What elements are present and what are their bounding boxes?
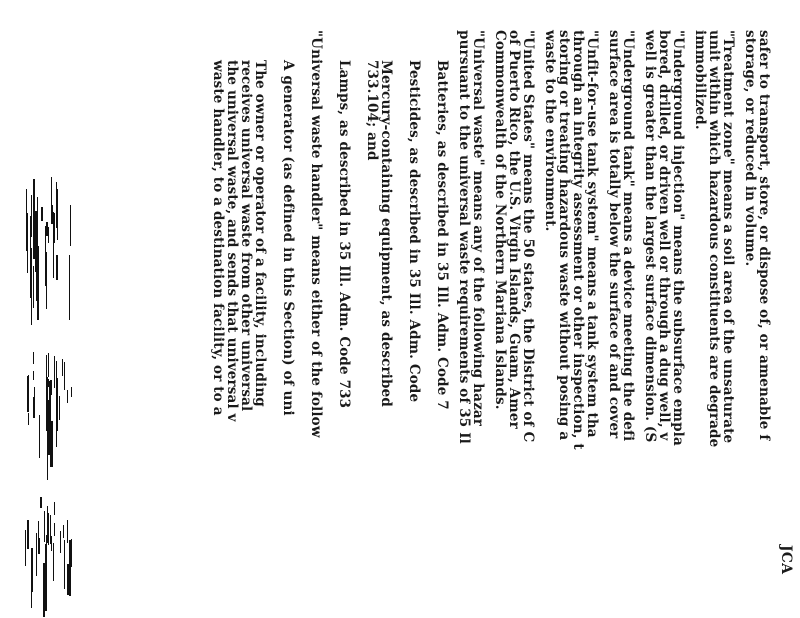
text-line: Commonwealth of the Northern Mariana Islands. <box>492 30 508 410</box>
scan-streak <box>67 520 68 543</box>
scan-streak <box>53 216 55 230</box>
scan-streak <box>39 415 40 458</box>
scan-streak <box>51 421 53 467</box>
scan-streak <box>27 376 29 412</box>
scan-streak <box>60 531 61 553</box>
text-line: receives universal waste from other universal <box>238 60 254 412</box>
scan-streak <box>67 390 68 403</box>
scan-streak <box>27 520 29 549</box>
scan-streak <box>47 506 48 543</box>
page-header: JCA <box>778 545 794 575</box>
scan-streak <box>56 361 57 409</box>
text-line: "Treatment zone" means a soil area of the unsaturate <box>720 30 736 444</box>
scan-streak <box>63 525 64 538</box>
text-line: safer to transport, store, or dispose of, or amenable f <box>756 30 772 441</box>
scan-streak <box>48 353 49 377</box>
scan-streak <box>56 255 58 280</box>
text-line: surface area is totally below the surface of and cover <box>606 30 622 439</box>
scan-streak <box>49 381 51 441</box>
scan-streak <box>33 397 35 418</box>
text-line: 733.104; and <box>364 60 380 161</box>
text-line: Pesticides, as described in 35 Ill. Adm. Code <box>406 60 422 403</box>
scan-streak <box>40 497 42 508</box>
text-line: waste to the environment. <box>542 30 558 232</box>
scan-streak <box>51 177 52 210</box>
text-line: Mercury-containing equipment, as described <box>378 60 394 407</box>
scan-streak <box>26 189 27 251</box>
text-line: "Universal waste handler" means either of the follow <box>308 30 324 438</box>
scan-streak <box>54 356 55 388</box>
scan-streak <box>41 207 43 221</box>
scan-streak <box>37 263 38 271</box>
scan-streak <box>33 352 34 364</box>
scan-streak <box>62 359 63 376</box>
text-line: storing or treating hazardous waste without posing a <box>556 30 572 441</box>
text-line: unit within which hazardous constituents are degrade <box>706 30 722 448</box>
scan-streak <box>54 502 55 515</box>
text-line: The owner or operator of a facility, including <box>252 60 268 407</box>
scan-streak <box>31 195 32 237</box>
scan-streak <box>46 355 47 421</box>
scan-streak <box>59 396 60 420</box>
text-line: Lamps, as described in 35 Ill. Adm. Code 733 <box>336 60 352 409</box>
scan-streak <box>45 544 47 611</box>
scan-streak <box>27 213 28 273</box>
scan-streak <box>44 511 45 542</box>
text-line: "Underground injection" means the subsurface empla <box>670 30 686 446</box>
text-line: Batteries, as described in 35 Ill. Adm. Code 7 <box>434 60 450 410</box>
scan-streak <box>31 548 33 592</box>
text-line: pursuant to the universal waste requirements of 35 Il <box>456 30 472 444</box>
scan-streak <box>38 538 40 554</box>
scan-streak <box>69 255 70 320</box>
scan-streak <box>48 227 49 243</box>
scan-streak <box>64 362 65 390</box>
scan-streak <box>33 266 34 308</box>
scan-streak <box>46 222 48 236</box>
text-line: bored, drilled, or driven well or through a dug well, v <box>656 30 672 441</box>
text-line: through an integrity assessment or other inspection, t <box>570 30 586 450</box>
scan-streak <box>36 533 37 576</box>
scan-streak <box>25 530 26 566</box>
text-line: well is greater than the largest surface dimension. (S <box>642 30 658 443</box>
scan-streak <box>28 413 29 425</box>
scan-streak <box>33 371 34 380</box>
text-line: immobilized. <box>692 30 708 130</box>
text-line: waste handler, to a destination facility, or to a <box>210 60 226 416</box>
text-line: of Puerto Rico, the U.S. Virgin Islands, Guam, Amer <box>506 30 522 429</box>
scan-streak <box>48 513 49 545</box>
text-line: "Universal waste" means any of the following hazar <box>470 30 486 427</box>
text-line: "United States" means the 50 states, the District of C <box>520 30 536 443</box>
scan-streak <box>71 539 72 567</box>
scan-streak <box>37 246 39 320</box>
text-line: A generator (as defined in this Section) of uni <box>280 60 296 416</box>
text-line: the universal waste, and sends that universal v <box>224 60 240 422</box>
text-line: "Unfit-for-use tank system" means a tank system tha <box>584 30 600 438</box>
scan-streak <box>54 523 55 536</box>
binding-artifact <box>25 0 75 618</box>
scan-streak <box>46 256 47 309</box>
scan-streak <box>71 387 72 397</box>
text-line: "Underground tank" means a device meeting the defi <box>620 30 636 442</box>
scan-streak <box>57 189 58 240</box>
scan-streak <box>53 543 54 581</box>
scan-streak <box>70 205 71 246</box>
text-line: storage, or reduced in volume. <box>742 30 758 267</box>
scan-streak <box>31 248 32 325</box>
scan-streak <box>64 540 65 581</box>
rotated-text-block <box>212 30 792 618</box>
scan-streak <box>51 536 52 551</box>
